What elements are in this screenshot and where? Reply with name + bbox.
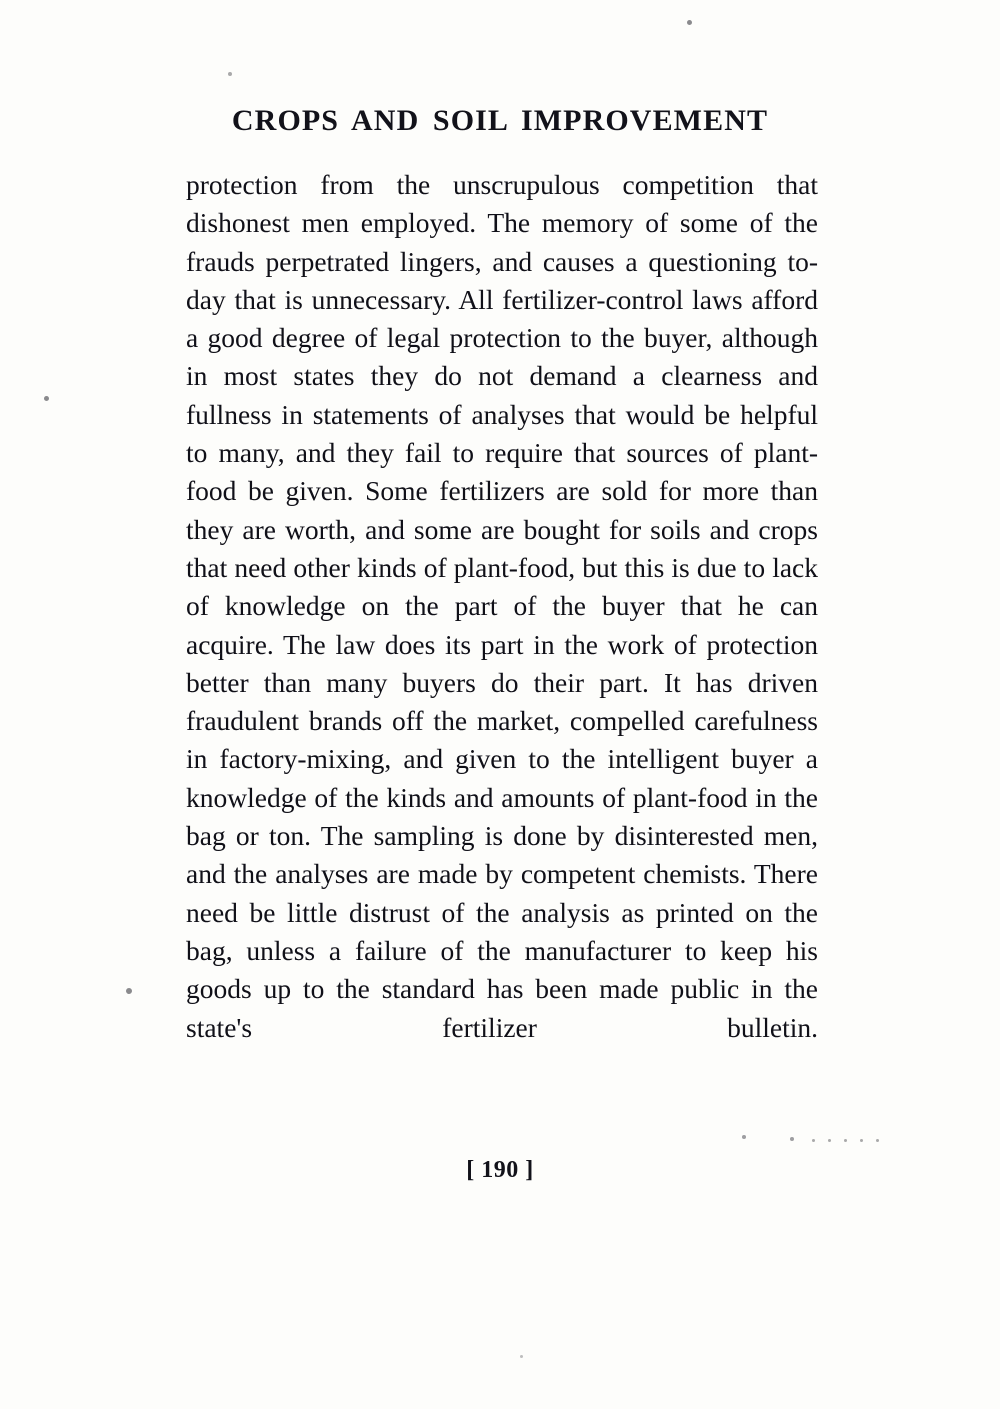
scan-speck	[860, 1139, 863, 1142]
scan-speck	[687, 20, 692, 25]
scan-speck	[228, 72, 232, 76]
scan-speck	[742, 1135, 746, 1139]
scan-speck	[812, 1139, 815, 1142]
scan-speck	[876, 1139, 879, 1142]
page-number: [ 190 ]	[466, 1157, 534, 1183]
scan-speck	[844, 1139, 847, 1142]
body-text-block	[186, 166, 818, 1085]
running-head: CROPS AND SOIL IMPROVEMENT	[231, 104, 769, 137]
scan-speck	[126, 988, 132, 994]
scan-speck	[44, 396, 49, 401]
scan-speck	[520, 1355, 523, 1358]
body-paragraph: protection from the unscrupulous competition that dishonest men employed. The memory of some of the frauds perpetrated lingers, and causes a questioning to-day that is unnecessary. All fertilizer-control laws afford a good degree of legal protection to the buyer, although in most states they do not demand a clearness and fullness in statements of analyses that would be helpful to many, and they fail to require that sources of plant-food be given. Some fertilizers are sold for more than they are worth, and some are bought for soils and crops that need other kinds of plant-food, but this is due to lack of knowledge on the part of the buyer that he can acquire. The law does its part in the work of protection better than many buyers do their part. It has driven fraudulent brands off the market, compelled carefulness in factory-mixing, and given to the intelligent buyer a knowledge of the kinds and amounts of plant-food in the bag or ton. The sampling is done by disinterested men, and the analyses are made by competent chemists. There need be little distrust of the analysis as printed on the bag, unless a failure of the manufacturer to keep his goods up to the standard has been made public in the state's fertilizer bulletin.	[186, 169, 818, 1043]
scan-speck	[790, 1137, 794, 1141]
scan-speck	[828, 1139, 831, 1142]
